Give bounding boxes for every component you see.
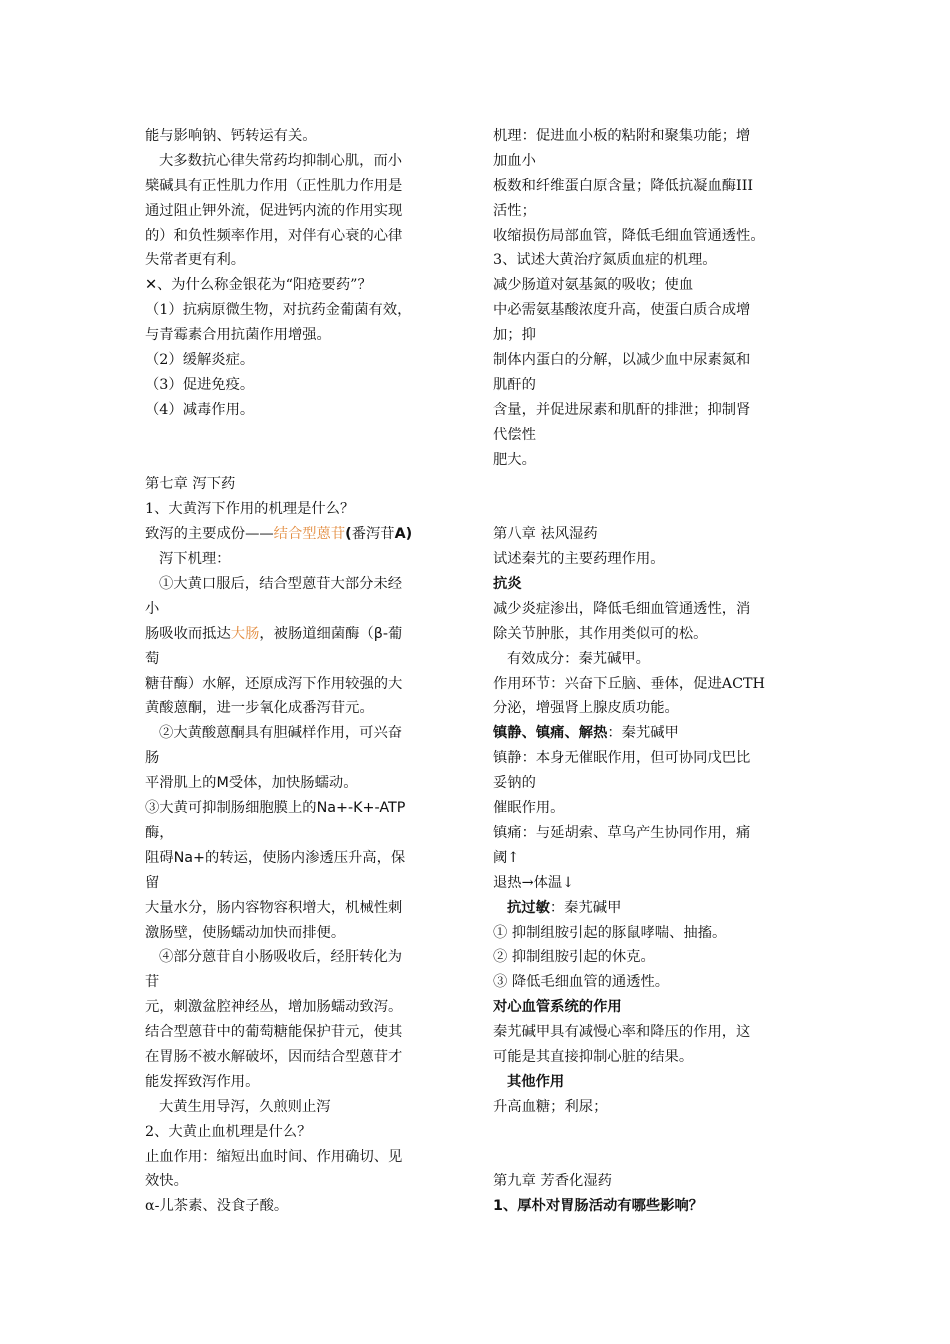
blank-line — [493, 472, 811, 497]
text-run: 番泻苷 — [351, 526, 395, 543]
text-line: 大黄生用导泻，久煎则止泻 — [159, 1098, 331, 1115]
text-line: 黄酸蒽酮，进一步氧化成番泻苷元。 — [145, 700, 374, 717]
text-run: 葡 — [388, 625, 403, 642]
text-run: A) — [394, 526, 413, 543]
text-run: 镇静、镇痛、解热 — [493, 725, 608, 742]
text-line: 效快。 — [145, 1173, 188, 1190]
blank-line — [493, 1145, 811, 1170]
list-item: （1）抗病原微生物，对抗药金葡菌有效， — [145, 302, 412, 319]
chapter-heading: 第七章 泻下药 — [145, 476, 236, 493]
list-item: （4）减毒作用。 — [145, 401, 255, 418]
text-line: 的）和负性频率作用，对伴有心衰的心律 — [145, 227, 403, 244]
text-run: 肠吸收而抵达 — [145, 625, 231, 642]
text-line: 加；抑 — [493, 327, 536, 344]
text-line: 与青霉素合用抗菌作用增强。 — [145, 327, 331, 344]
text-line: 板数和纤维蛋白原含量；降低抗凝血酶III — [493, 177, 753, 194]
text-line: 除关节肿胀，其作用类似可的松。 — [493, 625, 708, 642]
highlight-term: 结合型蒽苷 — [273, 526, 346, 543]
blank-line — [145, 448, 463, 473]
text-run: 平滑肌上的 — [145, 775, 217, 792]
text-run: ：秦艽碱甲 — [549, 899, 622, 916]
text-line: 活性； — [493, 202, 536, 219]
list-item: ②大黄酸蒽酮具有胆碱样作用，可兴奋 — [159, 725, 403, 742]
text-line: 留 — [145, 874, 160, 891]
highlight-term: 大肠 — [230, 625, 260, 642]
text-line: 可能是其直接抑制心脏的结果。 — [493, 1048, 694, 1065]
section-heading: 对心血管系统的作用 — [493, 999, 622, 1016]
text-run: β- — [373, 625, 389, 642]
list-item: ② 抑制组胺引起的休克。 — [493, 949, 655, 966]
text-run: 受体，加快肠蠕动。 — [228, 775, 358, 792]
question-heading: 2、大黄止血机理是什么？ — [145, 1123, 312, 1140]
text-line: 肌酐的 — [493, 376, 536, 393]
section-heading — [493, 896, 811, 921]
text-line: 通过阻止钾外流，促进钙内流的作用实现 — [145, 202, 403, 219]
text-line: 阈↑ — [493, 849, 520, 866]
text-line: 秦艽碱甲具有减慢心率和降压的作用，这 — [493, 1024, 751, 1041]
question-heading: 1、大黄泻下作用的机理是什么？ — [145, 501, 355, 518]
text-line: 萄 — [145, 650, 160, 667]
text-run: 致泻的主要成份—— — [145, 526, 274, 543]
text-line: 含量，并促进尿素和肌酐的排泄；抑制肾 — [493, 401, 751, 418]
list-item: （3）促进免疫。 — [145, 376, 255, 393]
text-run: ( — [345, 526, 352, 543]
section-heading — [493, 721, 811, 746]
text-line — [145, 771, 463, 796]
text-run: Na+ — [173, 849, 206, 866]
text-line: 小 — [145, 600, 160, 617]
text-line: 肥大。 — [493, 451, 536, 468]
list-item: （2）缓解炎症。 — [145, 352, 255, 369]
text-line: 制体内蛋白的分解，以减少血中尿素氮和 — [493, 352, 751, 369]
text-run: Na+-K+-ATP — [316, 800, 406, 817]
text-line: 结合型蒽苷中的葡萄糖能保护苷元，使其 — [145, 1024, 403, 1041]
text-line: 糖苷酶）水解，还原成泻下作用较强的大 — [145, 675, 403, 692]
text-line: 分泌，增强肾上腺皮质功能。 — [493, 700, 679, 717]
text-line: 收缩损伤局部血管，降低毛细血管通透性。 — [493, 227, 765, 244]
text-line: 激肠壁，使肠蠕动加快而排便。 — [145, 924, 346, 941]
text-line — [145, 846, 463, 871]
blank-line — [493, 497, 811, 522]
text-line: 镇痛：与延胡索、草乌产生协同作用，痛 — [493, 824, 751, 841]
text-run: 的转运，使肠内渗透压升高，保 — [205, 849, 406, 866]
text-run: ，被肠道细菌酶（ — [259, 625, 374, 642]
text-line: 加血小 — [493, 152, 536, 169]
chapter-heading: 第八章 祛风湿药 — [493, 526, 598, 543]
text-line: 檗碱具有正性肌力作用（正性肌力作用是 — [145, 177, 403, 194]
text-line: 大量水分，肠内容物容积增大，机械性刺 — [145, 899, 403, 916]
text-line: 中必需氨基酸浓度升高，使蛋白质合成增 — [493, 302, 751, 319]
text-line: 止血作用：缩短出血时间、作用确切、见 — [145, 1148, 403, 1165]
text-line: 泻下机理： — [159, 551, 231, 568]
blank-line — [493, 1120, 811, 1145]
text-line: 有效成分：秦艽碱甲。 — [507, 650, 650, 667]
left-column — [145, 124, 463, 1219]
text-line: 苷 — [145, 974, 160, 991]
text-line: 失常者更有利。 — [145, 252, 246, 269]
text-line — [145, 622, 463, 647]
section-heading: 抗炎 — [493, 576, 522, 593]
chapter-heading: 第九章 芳香化湿药 — [493, 1173, 612, 1190]
text-line: 退热→体温↓ — [493, 874, 575, 891]
question-heading: 1、厚朴对胃肠活动有哪些影响？ — [493, 1198, 704, 1215]
right-column — [493, 124, 811, 1219]
text-run: ：秦艽碱甲 — [607, 725, 679, 742]
list-item: ④部分蒽苷自小肠吸收后，经肝转化为 — [159, 949, 403, 966]
text-line: 催眠作用。 — [493, 800, 565, 817]
text-run: 阻碍 — [145, 849, 174, 866]
list-item: ① 抑制组胺引起的豚鼠哮喘、抽搐。 — [493, 924, 727, 941]
question-heading: ✕、为什么称金银花为“阳疮要药”？ — [145, 277, 372, 294]
section-heading: 其他作用 — [507, 1073, 565, 1090]
text-line: 在胃肠不被水解破坏，因而结合型蒽苷才 — [145, 1048, 403, 1065]
text-line: 妥钠的 — [493, 775, 536, 792]
text-line: 镇静：本身无催眠作用，但可协同戊巴比 — [493, 750, 751, 767]
text-line: 元，刺激盆腔神经丛，增加肠蠕动致泻。 — [145, 999, 403, 1016]
text-line: 代偿性 — [493, 426, 536, 443]
list-item: ③ 降低毛细血管的通透性。 — [493, 974, 670, 991]
text-line: 大多数抗心律失常药均抑制心肌，而小 — [159, 152, 403, 169]
list-item: ①大黄口服后，结合型蒽苷大部分未经 — [159, 576, 403, 593]
question-heading: 3、试述大黄治疗氮质血症的机理。 — [493, 252, 717, 269]
text-run: 抗过敏 — [507, 899, 550, 916]
text-run: M — [216, 775, 229, 792]
text-line: α-儿茶素、没食子酸。 — [145, 1198, 289, 1215]
text-line: 能发挥致泻作用。 — [145, 1073, 260, 1090]
text-line: 减少肠道对氨基氮的吸收；使血 — [493, 277, 694, 294]
question-heading: 试述秦艽的主要药理作用。 — [493, 551, 665, 568]
list-item — [145, 796, 463, 821]
text-line — [145, 522, 463, 547]
text-line: 减少炎症渗出，降低毛细血管通透性，消 — [493, 600, 751, 617]
text-line: 升高血糖；利尿； — [493, 1098, 608, 1115]
text-line: 酶， — [145, 824, 174, 841]
blank-line — [145, 423, 463, 448]
text-line: 肠 — [145, 750, 160, 767]
text-run: ③大黄可抑制肠细胞膜上的 — [145, 800, 317, 817]
text-line: 作用环节：兴奋下丘脑、垂体，促进ACTH — [493, 675, 766, 692]
text-line: 能与影响钠、钙转运有关。 — [145, 128, 317, 144]
text-line: 机理：促进血小板的粘附和聚集功能；增 — [493, 128, 751, 144]
